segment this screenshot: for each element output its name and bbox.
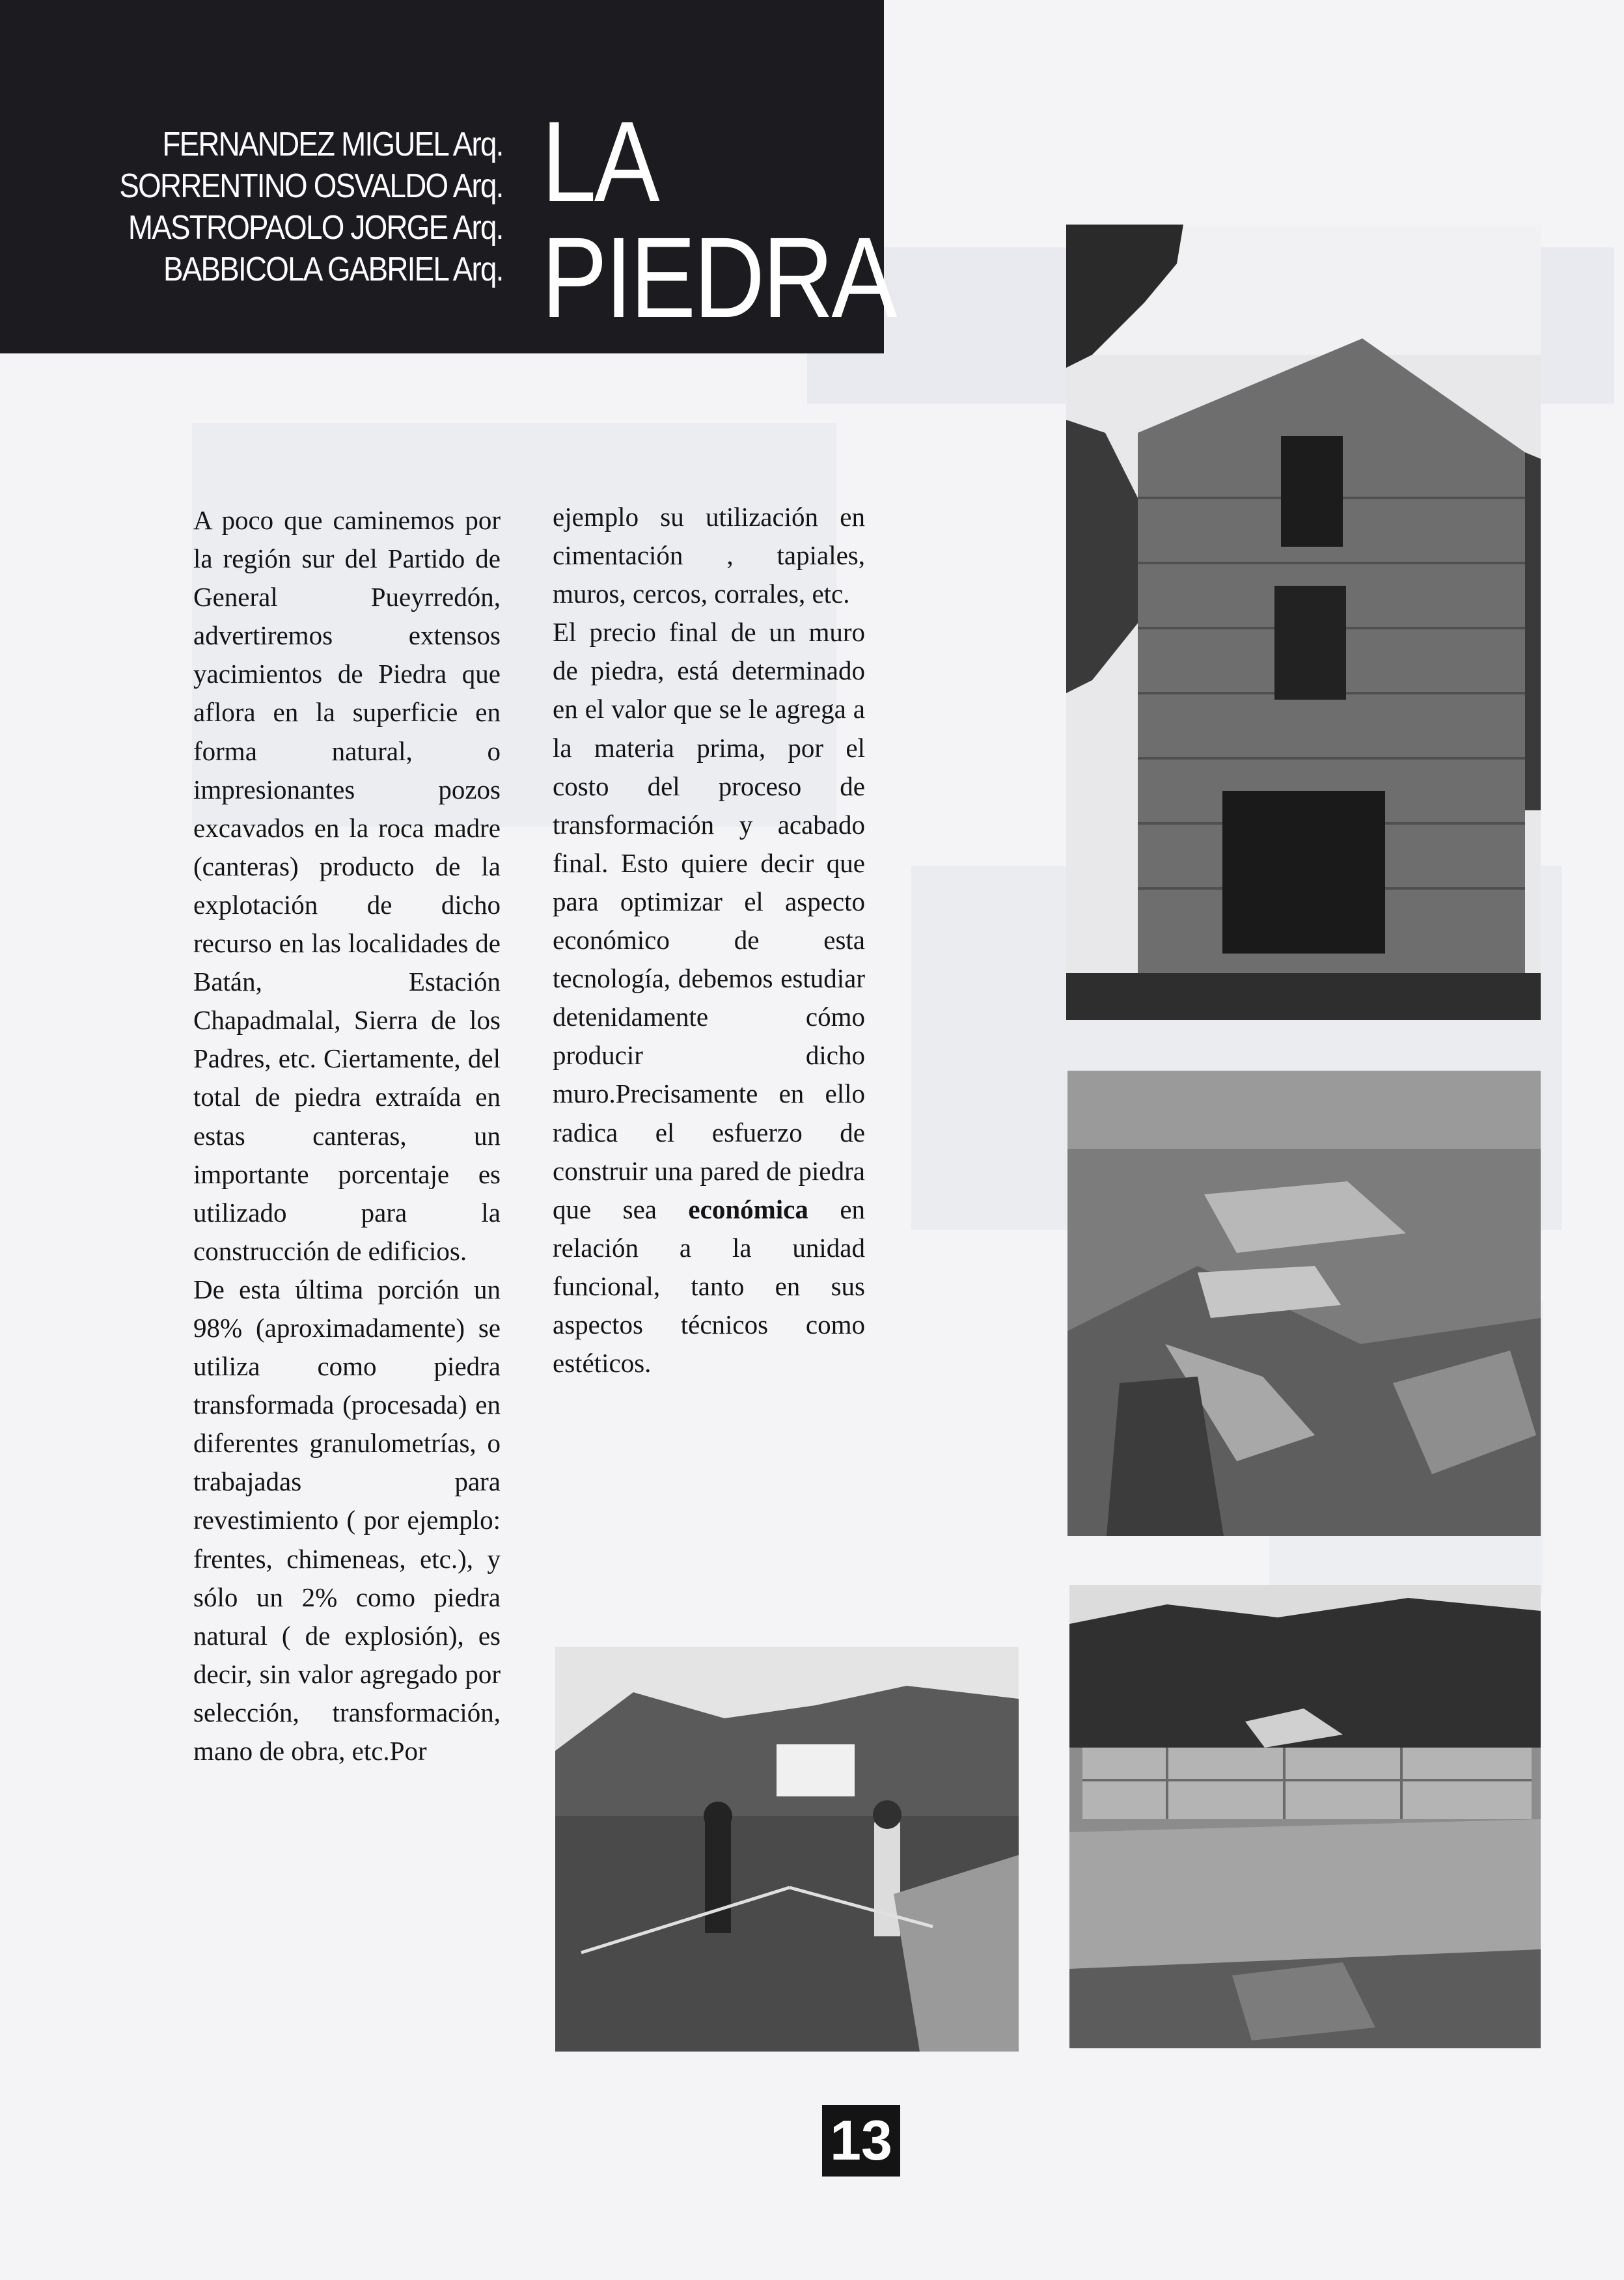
emphasis-economica: económica xyxy=(688,1194,808,1224)
paragraph-2: De esta última porción un 98% (aproximadamente) se utiliza como piedra transformada (procesada) en diferentes granulometrías, o trabajadas para revestimiento ( por ejemplo: frentes, chimeneas, etc.), y sólo un 2% como piedra natural ( de explosión), es decir, sin valor agregado por selección, transformación, mano de obra, etc.Por xyxy=(193,1274,501,1766)
paragraph-1: A poco que caminemos por la región sur del Partido de General Pueyrredón, advertiremos extensos yacimientos de Piedra que aflora en la superficie en forma natural, o impresionantes pozos excavados en la roca madre (canteras) producto de la explotación de dicho recurso en las localidades de Batán, Estación Chapadmalal, Sierra de los Padres, etc. Ciertamente, del total de piedra extraída en estas canteras, un importante porcentaje es utilizado para la construcción de edificios. xyxy=(193,505,501,1266)
author-4: BABBICOLA GABRIEL Arq. xyxy=(163,251,503,288)
photo-stone-house xyxy=(1066,225,1541,1020)
title-line-1: LA xyxy=(542,98,658,226)
page-number: 13 xyxy=(822,2105,900,2177)
paragraph-3: ejemplo su utilización en cimentación , tapiales, muros, cercos, corrales, etc. xyxy=(553,502,865,609)
paragraph-4-end: en relación a la unidad funcional, tanto en sus aspectos técnicos como estéticos. xyxy=(553,1194,866,1379)
title-line-2: PIEDRA xyxy=(542,214,895,342)
author-list xyxy=(120,124,503,290)
paragraph-4-text: El precio final de un muro de piedra, está determinado en el valor que se le agrega a la materia prima, por el costo del proceso de transformación y acabado final. Esto quiere decir que para optimizar el aspecto económico de esta tecnología, debemos estudiar detenidamente cómo producir dicho muro.Precisamente en ello radica el esfuerzo de construir una pared de piedra que sea xyxy=(553,617,865,1224)
header-banner xyxy=(0,0,895,353)
author-1: FERNANDEZ MIGUEL Arq. xyxy=(162,126,504,163)
photo-stone-stacks xyxy=(1067,1071,1541,1536)
paragraph-4 xyxy=(553,613,865,1382)
photo-workers xyxy=(555,1647,1019,2052)
author-2: SORRENTINO OSVALDO Arq. xyxy=(119,167,503,205)
body-column-1 xyxy=(193,501,501,1770)
article-title xyxy=(542,98,895,342)
body-column-2 xyxy=(553,498,865,1382)
author-3: MASTROPAOLO JORGE Arq. xyxy=(128,209,503,247)
photo-stone-wall xyxy=(1069,1585,1541,2048)
